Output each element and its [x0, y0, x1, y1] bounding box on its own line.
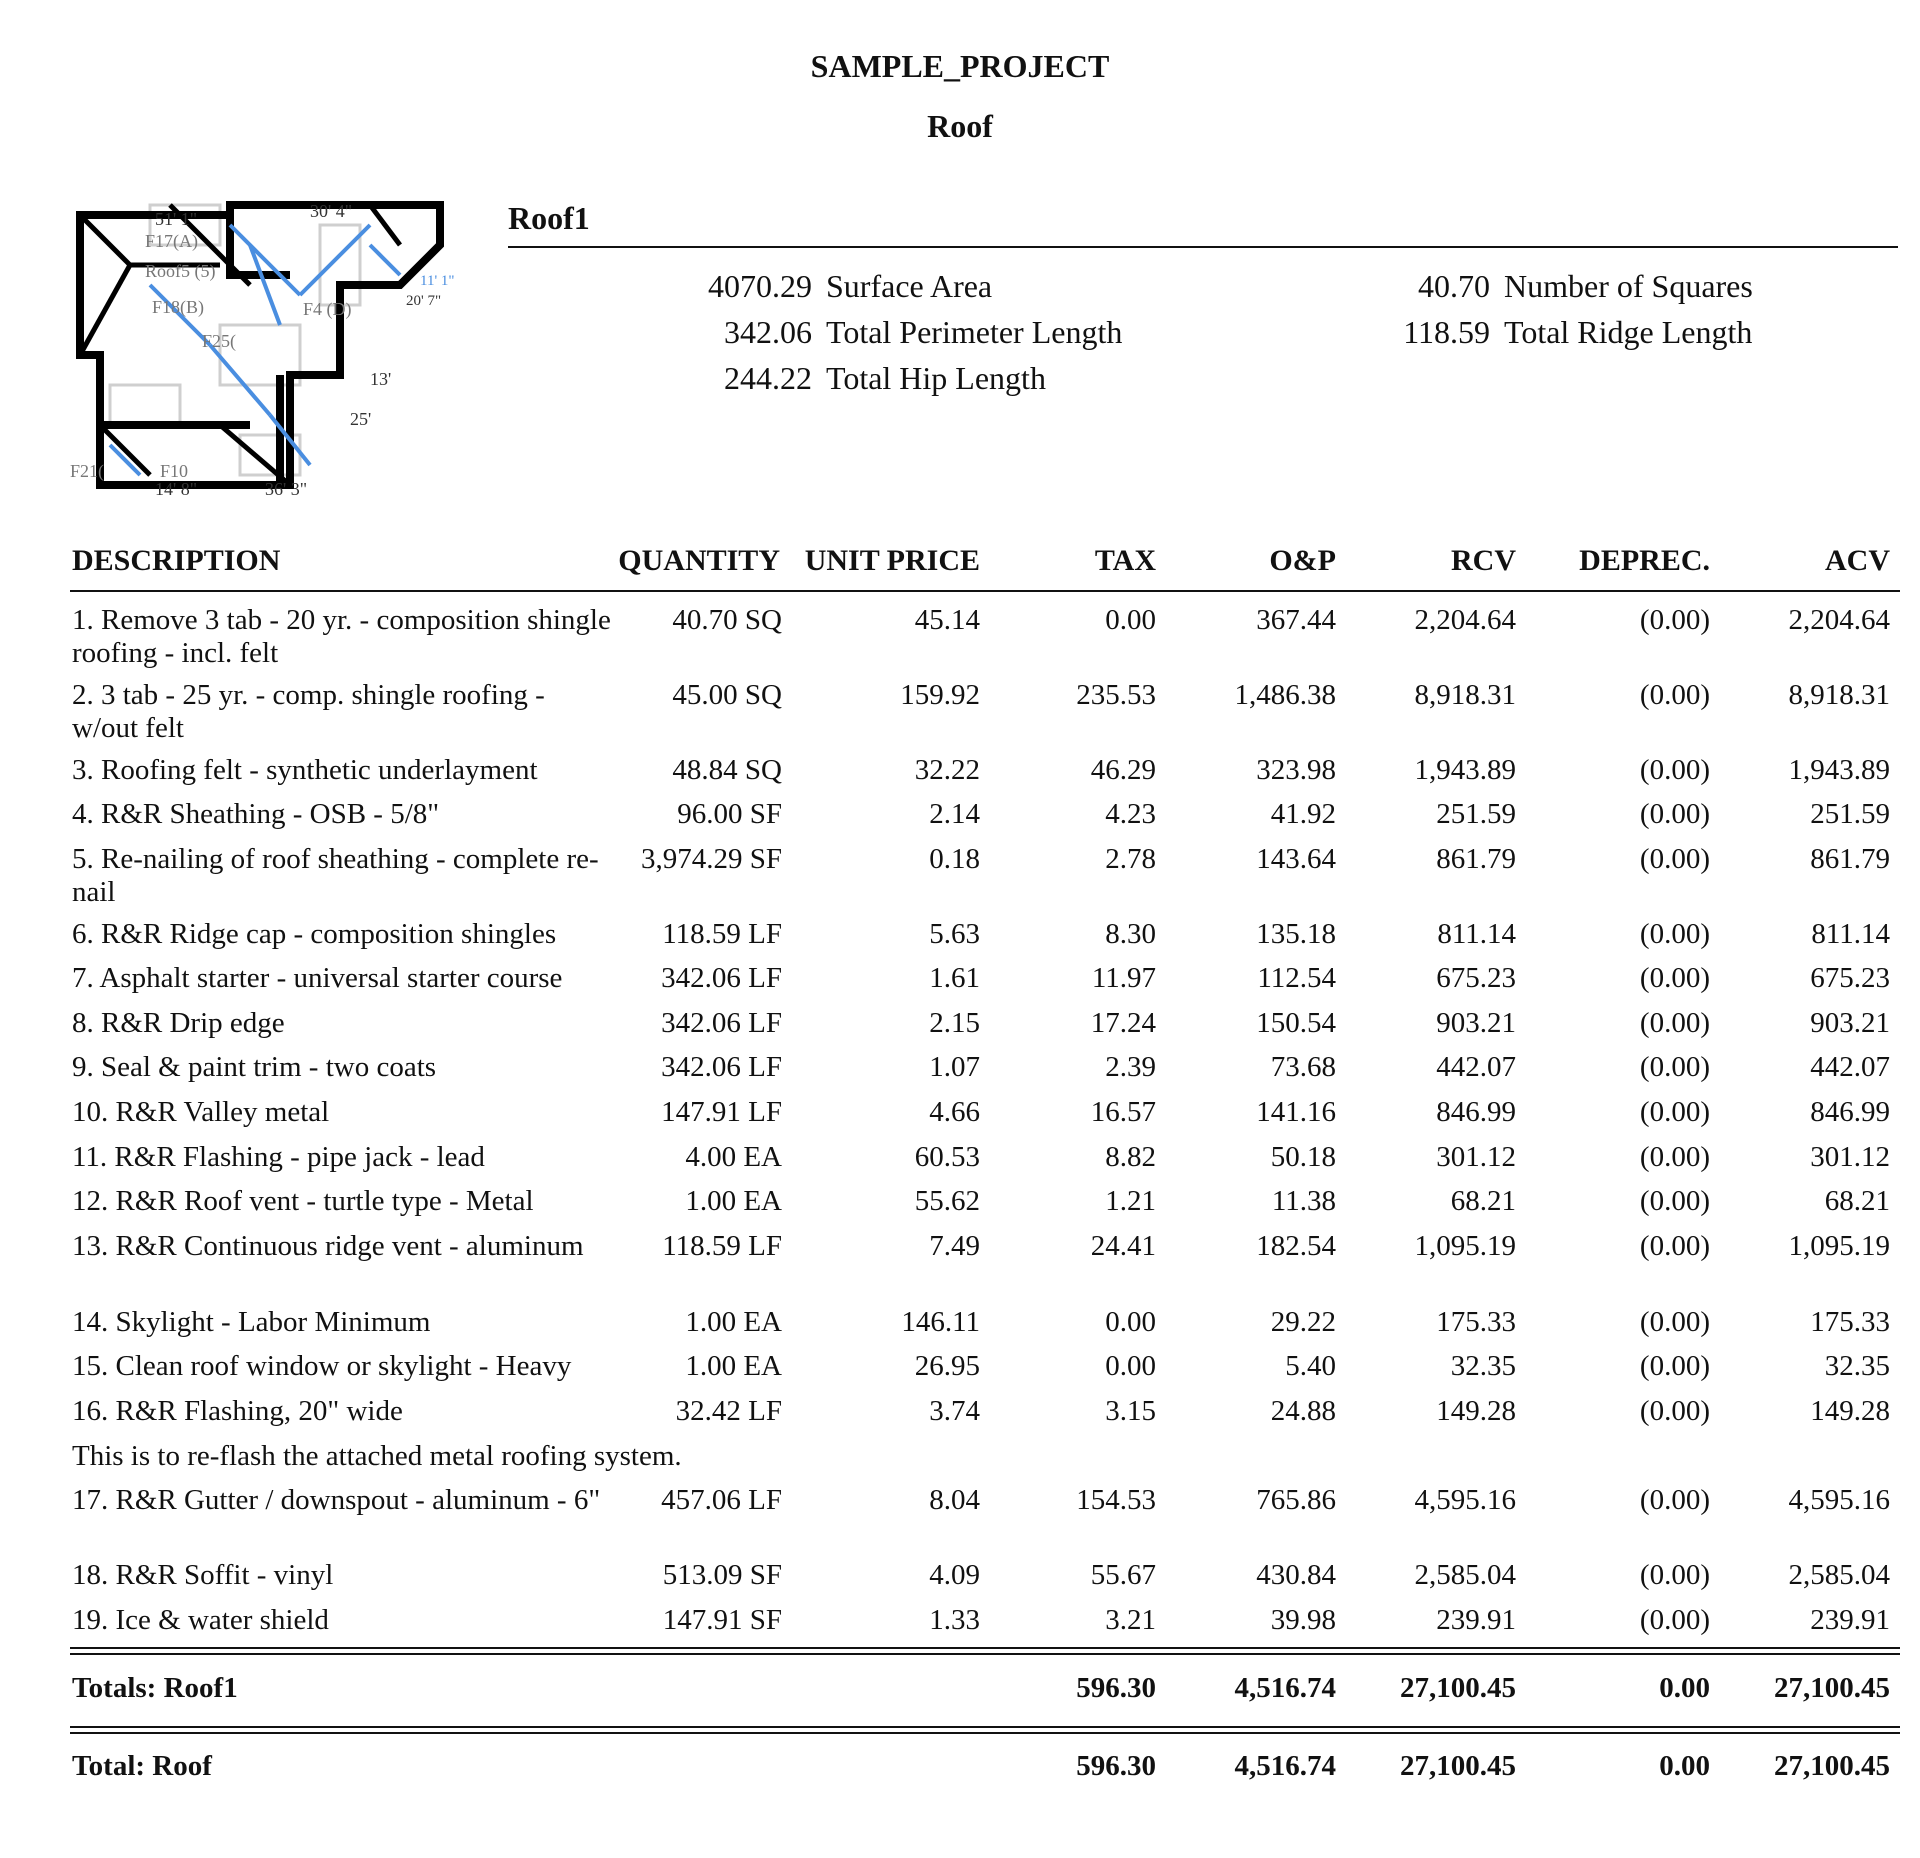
line-item-acv: 301.12	[1810, 1141, 1890, 1173]
line-item-tax: 8.30	[1105, 918, 1156, 950]
sketch-label: 30' 4"	[310, 201, 353, 221]
measurement-surface-area	[690, 268, 992, 305]
line-item-tax: 2.78	[1105, 843, 1156, 875]
line-item-quantity: 118.59 LF	[662, 1230, 782, 1262]
line-item-description: 9. Seal & paint trim - two coats	[72, 1051, 437, 1083]
line-item-quantity: 1.00 EA	[685, 1185, 782, 1217]
total-label: Total: Roof	[72, 1750, 212, 1782]
measurement-ridge-length	[1380, 314, 1752, 351]
section-title: Roof	[927, 108, 993, 144]
line-item-deprec: (0.00)	[1639, 1395, 1710, 1427]
line-item-rcv: 32.35	[1450, 1350, 1516, 1382]
line-item-description: 16. R&R Flashing, 20" wide	[72, 1395, 403, 1427]
line-item-deprec: (0.00)	[1639, 843, 1710, 875]
line-item-description: 18. R&R Soffit - vinyl	[72, 1559, 334, 1591]
line-item-unit-price: 159.92	[900, 679, 980, 711]
line-item-tax: 235.53	[1076, 679, 1156, 711]
line-item-op: 11.38	[1271, 1185, 1336, 1217]
subtotal-divider	[70, 1647, 1900, 1655]
line-item-description: 6. R&R Ridge cap - composition shingles	[72, 918, 557, 950]
line-item-deprec: (0.00)	[1639, 1185, 1710, 1217]
line-item-rcv: 239.91	[1436, 1604, 1516, 1636]
measurement-label: Total Hip Length	[826, 360, 1046, 396]
line-item-tax: 17.24	[1090, 1007, 1156, 1039]
line-item-quantity: 48.84 SQ	[672, 754, 782, 786]
line-item-tax: 0.00	[1105, 1350, 1156, 1382]
line-item-op: 143.64	[1256, 843, 1336, 875]
line-item-op: 430.84	[1256, 1559, 1336, 1591]
line-item-rcv: 861.79	[1436, 843, 1516, 875]
line-item-deprec: (0.00)	[1639, 1306, 1710, 1338]
line-item-acv: 175.33	[1810, 1306, 1890, 1338]
line-item-deprec: (0.00)	[1639, 679, 1710, 711]
line-item-unit-price: 4.09	[929, 1559, 980, 1591]
line-item-tax: 11.97	[1091, 962, 1156, 994]
line-item-rcv: 301.12	[1436, 1141, 1516, 1173]
line-item-description: 17. R&R Gutter / downspout - aluminum - 6"	[72, 1484, 601, 1516]
line-item-op: 323.98	[1256, 754, 1336, 786]
measurement-hip-length	[690, 360, 1046, 397]
line-item-tax: 4.23	[1105, 798, 1156, 830]
line-item-rcv: 149.28	[1436, 1395, 1516, 1427]
line-item-quantity: 96.00 SF	[677, 798, 782, 830]
line-item-acv: 442.07	[1810, 1051, 1890, 1083]
line-item-unit-price: 7.49	[929, 1230, 980, 1262]
line-item-quantity: 1.00 EA	[685, 1306, 782, 1338]
line-item-rcv: 442.07	[1436, 1051, 1516, 1083]
line-item-tax: 1.21	[1105, 1185, 1156, 1217]
line-item-unit-price: 2.15	[929, 1007, 980, 1039]
line-item-deprec: (0.00)	[1639, 1141, 1710, 1173]
total-deprec: 0.00	[1659, 1750, 1710, 1782]
totals-rcv: 27,100.45	[1400, 1672, 1516, 1704]
line-item-quantity: 32.42 LF	[675, 1395, 782, 1427]
line-item-quantity: 3,974.29 SF	[640, 843, 782, 875]
line-item-unit-price: 8.04	[929, 1484, 980, 1516]
line-item-quantity: 147.91 LF	[661, 1096, 782, 1128]
total-op: 4,516.74	[1234, 1750, 1336, 1782]
sketch-label: F25(	[202, 331, 237, 351]
line-item-tax: 3.21	[1105, 1604, 1156, 1636]
line-item-rcv: 68.21	[1450, 1185, 1516, 1217]
column-header-description: DESCRIPTION	[72, 544, 281, 577]
line-item-description: 7. Asphalt starter - universal starter course	[72, 962, 563, 994]
line-item-acv: 239.91	[1810, 1604, 1890, 1636]
line-item-unit-price: 55.62	[914, 1185, 980, 1217]
line-item-description: 15. Clean roof window or skylight - Heavy	[72, 1350, 572, 1382]
line-item-op: 73.68	[1270, 1051, 1336, 1083]
totals-op: 4,516.74	[1234, 1672, 1336, 1704]
total-rcv: 27,100.45	[1400, 1750, 1516, 1782]
line-item-description: 11. R&R Flashing - pipe jack - lead	[72, 1141, 485, 1173]
line-item-deprec: (0.00)	[1639, 1350, 1710, 1382]
line-item-deprec: (0.00)	[1639, 962, 1710, 994]
column-header-tax: TAX	[1094, 544, 1156, 577]
line-item-op: 29.22	[1270, 1306, 1336, 1338]
line-item-unit-price: 45.14	[914, 604, 980, 636]
sketch-label: F17(A)	[145, 231, 198, 251]
room-name: Roof1	[508, 200, 590, 236]
line-item-acv: 68.21	[1824, 1185, 1890, 1217]
line-item-quantity: 513.09 SF	[662, 1559, 782, 1591]
note-text: This is to re-flash the attached metal roofing system.	[72, 1440, 682, 1472]
line-item-quantity: 457.06 LF	[661, 1484, 782, 1516]
line-item-deprec: (0.00)	[1639, 1604, 1710, 1636]
line-item-unit-price: 0.18	[929, 843, 980, 875]
line-item-unit-price: 4.66	[929, 1096, 980, 1128]
line-item-tax: 24.41	[1090, 1230, 1156, 1262]
line-item-acv: 1,095.19	[1788, 1230, 1890, 1262]
line-item-tax: 0.00	[1105, 604, 1156, 636]
line-item-rcv: 251.59	[1436, 798, 1516, 830]
measurement-value: 40.70	[1418, 268, 1490, 304]
sketch-label: F21(	[70, 461, 105, 481]
line-item-quantity: 342.06 LF	[661, 1007, 782, 1039]
line-item-quantity: 342.06 LF	[661, 1051, 782, 1083]
line-item-quantity: 118.59 LF	[662, 918, 782, 950]
line-item-rcv: 8,918.31	[1414, 679, 1516, 711]
roof-sketch-diagram	[70, 185, 470, 495]
sketch-label: F18(B)	[152, 297, 205, 317]
line-item-deprec: (0.00)	[1639, 1007, 1710, 1039]
line-item-op: 1,486.38	[1234, 679, 1336, 711]
line-item-unit-price: 1.07	[929, 1051, 980, 1083]
totals-tax: 596.30	[1076, 1672, 1156, 1704]
line-item-unit-price: 5.63	[929, 918, 980, 950]
measurement-value: 118.59	[1403, 314, 1490, 350]
line-item-description: 12. R&R Roof vent - turtle type - Metal	[72, 1185, 534, 1217]
column-header-rcv: RCV	[1451, 544, 1516, 577]
line-item-op: 41.92	[1270, 798, 1336, 830]
total-tax: 596.30	[1076, 1750, 1156, 1782]
line-item-op: 135.18	[1256, 918, 1336, 950]
line-item-acv: 846.99	[1810, 1096, 1890, 1128]
line-item-deprec: (0.00)	[1639, 1096, 1710, 1128]
sketch-label: 51' 1"	[155, 209, 198, 229]
line-item-op: 367.44	[1256, 604, 1336, 636]
line-item-tax: 16.57	[1090, 1096, 1156, 1128]
column-header-deprec: DEPREC.	[1579, 544, 1710, 577]
line-item-op: 39.98	[1270, 1604, 1336, 1636]
sketch-label: 13'	[370, 369, 392, 389]
line-item-quantity: 1.00 EA	[685, 1350, 782, 1382]
line-item-deprec: (0.00)	[1639, 918, 1710, 950]
line-item-description: 2. 3 tab - 25 yr. - comp. shingle roofing - w/out felt	[72, 679, 545, 744]
line-item-unit-price: 60.53	[914, 1141, 980, 1173]
line-item-rcv: 2,585.04	[1414, 1559, 1516, 1591]
sketch-label: 20' 7"	[406, 293, 442, 309]
column-header-acv: ACV	[1825, 544, 1890, 577]
line-item-rcv: 811.14	[1437, 918, 1516, 950]
line-item-tax: 55.67	[1090, 1559, 1156, 1591]
measurement-label: Total Perimeter Length	[826, 314, 1123, 350]
line-item-op: 24.88	[1270, 1395, 1336, 1427]
line-item-description: 1. Remove 3 tab - 20 yr. - composition shingle roofing - incl. felt	[72, 604, 611, 669]
total-divider	[70, 1726, 1900, 1734]
line-item-op: 5.40	[1285, 1350, 1336, 1382]
measurement-value: 342.06	[724, 314, 812, 350]
measurement-label: Surface Area	[826, 268, 993, 304]
column-header-op: O&P	[1269, 544, 1336, 577]
sketch-label: Roof5 (5)	[145, 261, 216, 281]
line-item-unit-price: 146.11	[901, 1306, 980, 1338]
line-item-quantity: 4.00 EA	[685, 1141, 782, 1173]
totals-acv: 27,100.45	[1774, 1672, 1890, 1704]
line-item-rcv: 675.23	[1436, 962, 1516, 994]
line-item-unit-price: 26.95	[914, 1350, 980, 1382]
line-item-description: 10. R&R Valley metal	[72, 1096, 330, 1128]
line-item-unit-price: 1.61	[929, 962, 980, 994]
line-item-quantity: 147.91 SF	[662, 1604, 782, 1636]
line-item-rcv: 1,943.89	[1414, 754, 1516, 786]
sketch-label: 25'	[350, 409, 372, 429]
measurement-perimeter	[690, 314, 1122, 351]
sketch-label: 36' 3"	[265, 479, 308, 495]
line-item-acv: 861.79	[1810, 843, 1890, 875]
line-item-deprec: (0.00)	[1639, 754, 1710, 786]
measurement-value: 244.22	[724, 360, 812, 396]
line-item-unit-price: 32.22	[914, 754, 980, 786]
line-item-description: 14. Skylight - Labor Minimum	[72, 1306, 431, 1338]
line-item-acv: 4,595.16	[1788, 1484, 1890, 1516]
header-divider	[70, 590, 1900, 592]
line-item-quantity: 342.06 LF	[661, 962, 782, 994]
line-item-description: 8. R&R Drip edge	[72, 1007, 285, 1039]
line-item-acv: 32.35	[1824, 1350, 1890, 1382]
line-item-deprec: (0.00)	[1639, 798, 1710, 830]
line-item-description: 19. Ice & water shield	[72, 1604, 329, 1636]
line-item-op: 182.54	[1256, 1230, 1336, 1262]
line-item-description: 5. Re-nailing of roof sheathing - complete re-nail	[72, 843, 599, 908]
line-item-rcv: 4,595.16	[1414, 1484, 1516, 1516]
line-item-acv: 2,204.64	[1788, 604, 1890, 636]
line-item-acv: 2,585.04	[1788, 1559, 1890, 1591]
line-item-acv: 149.28	[1810, 1395, 1890, 1427]
line-item-quantity: 40.70 SQ	[672, 604, 782, 636]
column-header-unit-price: UNIT PRICE	[804, 544, 980, 577]
line-item-op: 141.16	[1256, 1096, 1336, 1128]
line-item-acv: 811.14	[1811, 918, 1890, 950]
room-divider	[508, 246, 1898, 248]
line-item-tax: 8.82	[1105, 1141, 1156, 1173]
line-item-rcv: 903.21	[1436, 1007, 1516, 1039]
line-item-rcv: 846.99	[1436, 1096, 1516, 1128]
line-item-description: 3. Roofing felt - synthetic underlayment	[72, 754, 538, 786]
line-item-tax: 0.00	[1105, 1306, 1156, 1338]
line-item-unit-price: 1.33	[929, 1604, 980, 1636]
sketch-label: F4 (D)	[303, 299, 352, 319]
line-item-deprec: (0.00)	[1639, 604, 1710, 636]
totals-label: Totals: Roof1	[72, 1672, 238, 1704]
line-item-deprec: (0.00)	[1639, 1051, 1710, 1083]
totals-deprec: 0.00	[1659, 1672, 1710, 1704]
column-header-quantity: QUANTITY	[618, 544, 780, 577]
line-item-unit-price: 2.14	[929, 798, 980, 830]
measurement-label: Total Ridge Length	[1504, 314, 1753, 350]
project-title: SAMPLE_PROJECT	[810, 48, 1110, 84]
line-item-rcv: 175.33	[1436, 1306, 1516, 1338]
sketch-label: 11' 1"	[420, 273, 455, 289]
line-item-op: 112.54	[1257, 962, 1336, 994]
line-item-deprec: (0.00)	[1639, 1484, 1710, 1516]
line-item-acv: 1,943.89	[1788, 754, 1890, 786]
sketch-label: F10	[160, 461, 189, 481]
line-item-op: 765.86	[1256, 1484, 1336, 1516]
line-item-unit-price: 3.74	[929, 1395, 980, 1427]
line-item-deprec: (0.00)	[1639, 1230, 1710, 1262]
line-item-acv: 8,918.31	[1788, 679, 1890, 711]
line-item-description: 4. R&R Sheathing - OSB - 5/8"	[72, 798, 440, 830]
total-acv: 27,100.45	[1774, 1750, 1890, 1782]
measurement-value: 4070.29	[708, 268, 812, 304]
line-item-rcv: 2,204.64	[1414, 604, 1516, 636]
measurement-squares	[1380, 268, 1753, 305]
line-item-description: 13. R&R Continuous ridge vent - aluminum	[72, 1230, 584, 1262]
line-item-tax: 154.53	[1076, 1484, 1156, 1516]
sketch-label: 14' 8"	[155, 479, 198, 495]
line-item-op: 150.54	[1256, 1007, 1336, 1039]
line-item-rcv: 1,095.19	[1414, 1230, 1516, 1262]
line-item-tax: 2.39	[1105, 1051, 1156, 1083]
line-item-acv: 903.21	[1810, 1007, 1890, 1039]
line-item-acv: 251.59	[1810, 798, 1890, 830]
measurement-label: Number of Squares	[1504, 268, 1753, 304]
line-item-acv: 675.23	[1810, 962, 1890, 994]
line-item-quantity: 45.00 SQ	[672, 679, 782, 711]
line-item-tax: 46.29	[1090, 754, 1156, 786]
line-item-deprec: (0.00)	[1639, 1559, 1710, 1591]
line-item-op: 50.18	[1270, 1141, 1336, 1173]
line-item-tax: 3.15	[1105, 1395, 1156, 1427]
